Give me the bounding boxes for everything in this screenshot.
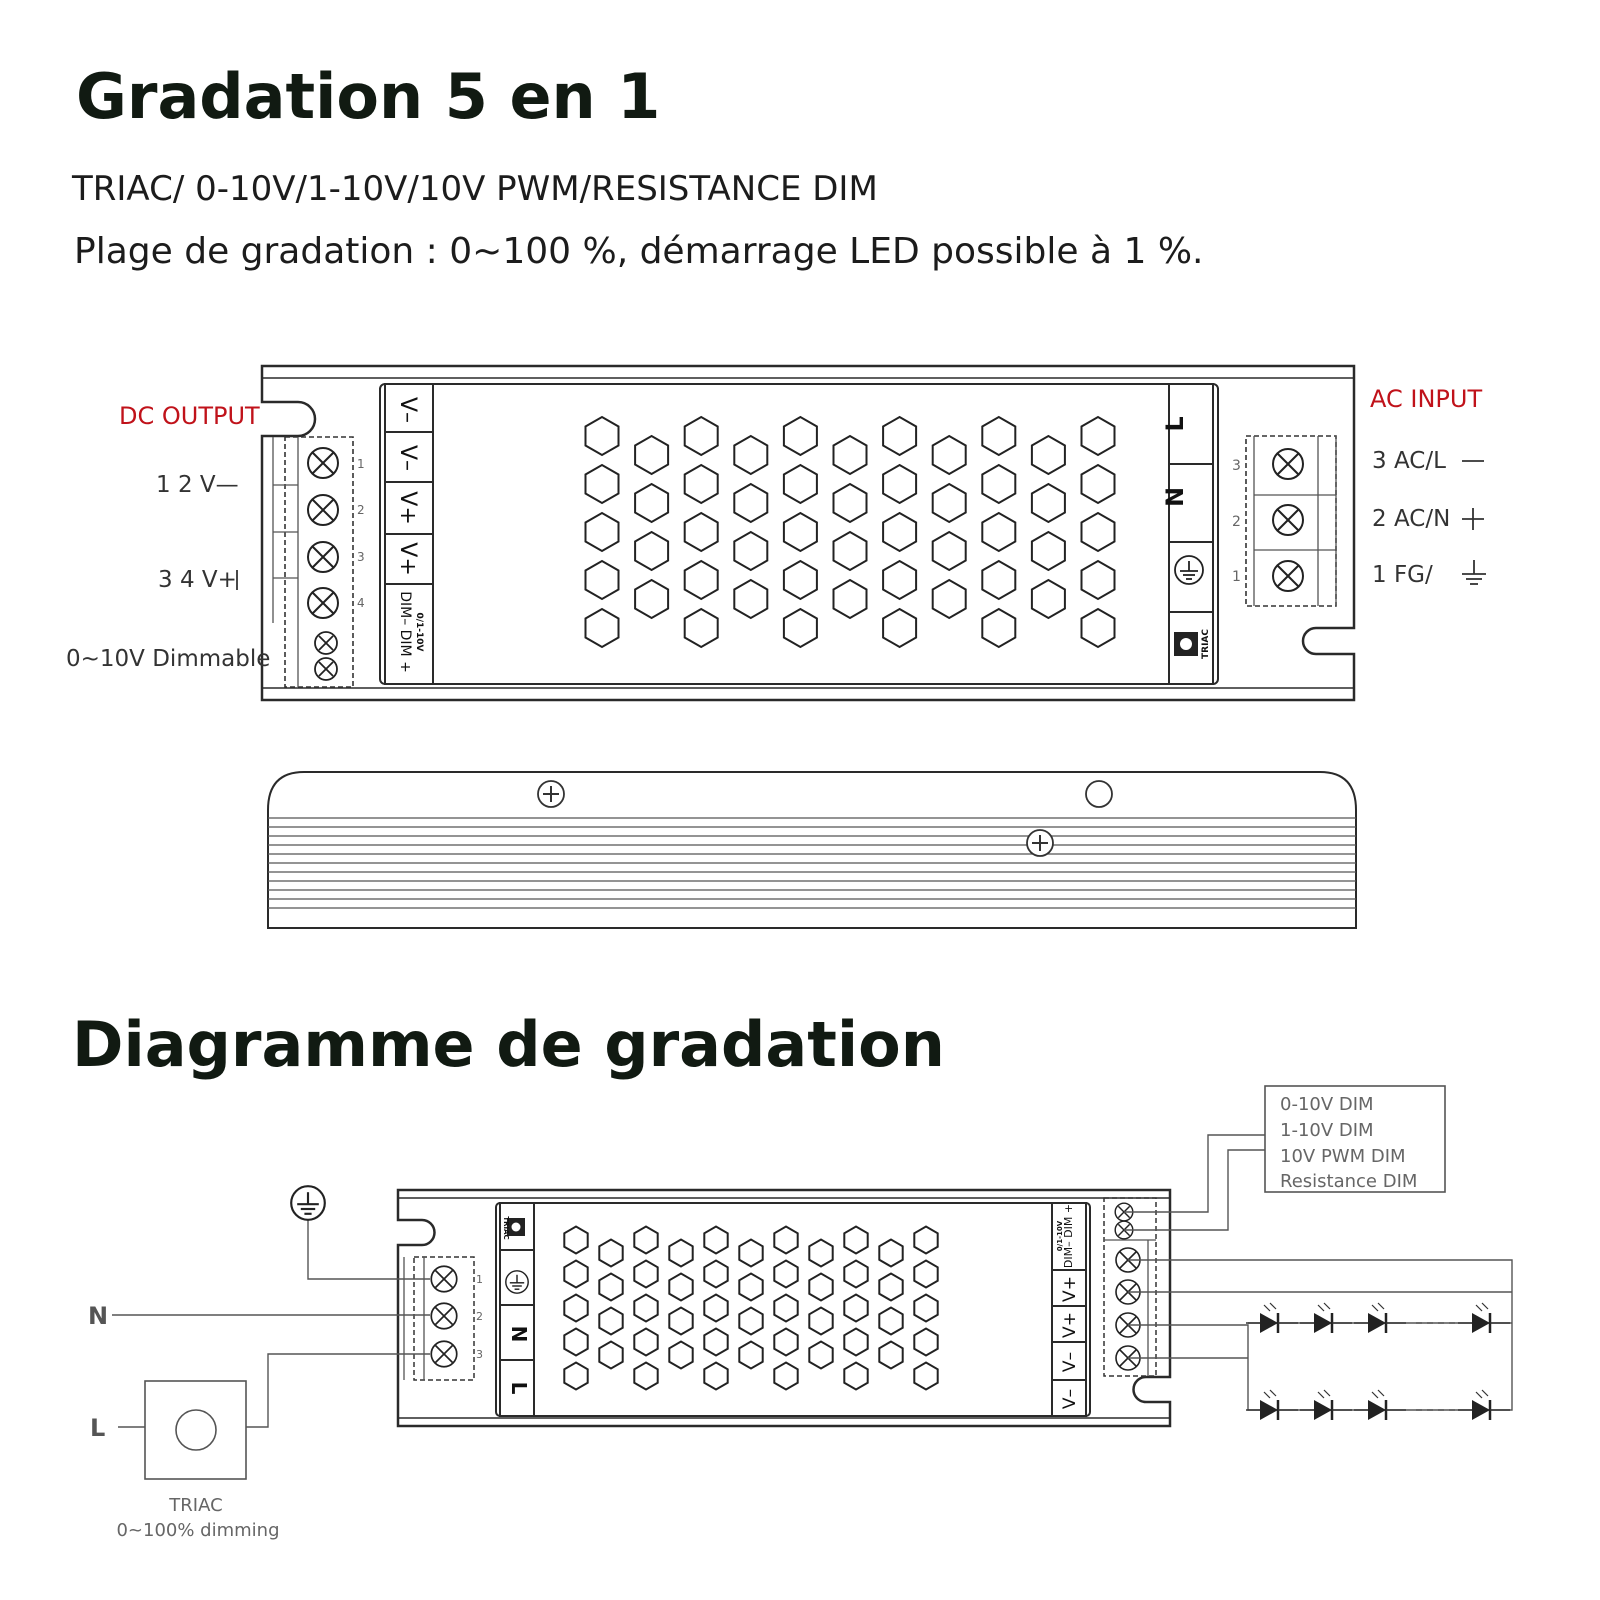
vent-hexagon [774,1227,797,1254]
vent-hexagon [669,1342,692,1369]
vent-hexagon [739,1274,762,1301]
vent-hexagon [774,1363,797,1390]
vent-hexagon [635,436,668,474]
vent-hexagon [982,609,1015,647]
vent-hexagon [774,1329,797,1356]
dim-modes-box [1265,1086,1445,1192]
vent-hexagon [1082,609,1115,647]
vent-hexagon [685,465,718,503]
vent-hexagon [634,1363,657,1390]
vent-hexagon [704,1329,727,1356]
vent-hexagon [634,1261,657,1288]
side-screw-2-icon [1027,830,1053,856]
strip-label-v-plus-a: V+ [1060,1276,1080,1302]
dim-mode-1-10v: 1-10V DIM [1280,1120,1374,1141]
vent-hexagon [685,417,718,455]
l-wire-label: L [90,1414,106,1442]
vent-hexagon [1082,513,1115,551]
led-strings [1246,1303,1510,1420]
vent-hexagon [685,513,718,551]
strip-label-v-plus-1: V+ [395,491,420,525]
strip-label-dim-range: 0/1-10V [414,612,424,652]
vent-hexagon [599,1342,622,1369]
vent-hexagon [879,1308,902,1335]
vent-hexagon [704,1295,727,1322]
vent-hexagon [586,417,619,455]
vent-hexagon [586,609,619,647]
vent-hexagon [933,580,966,618]
dimmer-knob-icon [176,1410,216,1450]
wiring-ac-screw-2-icon [431,1303,457,1329]
vent-hexagon [774,1261,797,1288]
vent-hexagon [685,561,718,599]
led-icon [1246,1303,1298,1333]
vent-hexagon [586,513,619,551]
triac-range-label: 0~100% dimming [116,1520,280,1541]
vent-hexagon [844,1363,867,1390]
dimmable-label: 0~10V Dimmable [66,646,271,672]
vent-hexagon [635,484,668,522]
vent-hexagon [739,1240,762,1267]
dim-mode-resistance: Resistance DIM [1280,1171,1418,1192]
vent-hexagon [914,1363,937,1390]
n-wire-label: N [88,1302,109,1330]
wiring-term-num-2: 2 [476,1310,483,1323]
vent-hexagon [933,436,966,474]
ac-input-label: AC INPUT [1370,385,1483,413]
wiring-ac-screw-1-icon [431,1266,457,1292]
vent-hexagon [1032,580,1065,618]
dim-mode-pwm: 10V PWM DIM [1280,1146,1406,1167]
vent-hexagon [914,1261,937,1288]
vent-hexagon [1082,417,1115,455]
terminal-num-3: 3 [357,550,365,564]
strip-label-n-2: N [507,1325,531,1343]
vent-hexagon [564,1295,587,1322]
vent-hexagon [564,1329,587,1356]
section-title-diagram: Diagramme de gradation [72,1008,945,1081]
terminal-screw-4-icon [308,588,338,618]
vent-hexagon [879,1274,902,1301]
vent-hexagon [634,1295,657,1322]
vent-hexagon [734,580,767,618]
psu-side-view [268,772,1356,928]
vent-hexagon [933,532,966,570]
vent-hexagon [784,465,817,503]
dim-screw-1-icon [315,632,337,654]
vent-hexagon [879,1342,902,1369]
vent-hexagon [844,1329,867,1356]
vent-hexagon [734,532,767,570]
dimming-range-text: Plage de gradation : 0~100 %, démarrage LED possible à 1 %. [74,231,1204,272]
vent-hexagon [834,580,867,618]
ac-screw-1-icon [1273,449,1303,479]
strip-label-v-plus-2: V+ [395,542,420,576]
page-title: Gradation 5 en 1 [76,60,661,133]
ac-input-terminal-block [1232,436,1336,606]
led-icon [1300,1303,1352,1333]
fg-label: 1 FG/ [1372,562,1433,588]
strip-label-dim-range-2: 0/1-10V [1056,1220,1064,1252]
ground-symbol-2-icon [506,1271,528,1293]
vent-hexagons-2 [564,1227,937,1390]
vent-hexagon [982,465,1015,503]
vent-hexagon [809,1240,832,1267]
vent-hexagon [669,1274,692,1301]
vent-hexagon [809,1274,832,1301]
vent-hexagon [834,436,867,474]
earth-ground-2-icon [291,1186,325,1220]
ac-terminal-num-3: 3 [1232,458,1241,474]
vent-hexagon [739,1342,762,1369]
strip-label-n: N [1161,486,1189,508]
dim-mode-0-10v: 0-10V DIM [1280,1094,1374,1115]
vent-hexagon [635,532,668,570]
vent-hexagon [982,513,1015,551]
vent-hexagon [784,561,817,599]
strip-label-v-minus-b: V– [1060,1388,1080,1410]
led-icon [1458,1390,1510,1420]
dc-terminal-v-plus-label: 3 4 V+ [158,567,237,593]
strip-label-v-minus-1: V– [395,396,420,424]
led-icon [1354,1390,1406,1420]
vent-hexagon [739,1308,762,1335]
vent-hexagon [734,484,767,522]
side-hole-icon [1086,781,1112,807]
ac-screw-2-icon [1273,505,1303,535]
led-icon [1246,1390,1298,1420]
terminal-num-4: 4 [357,596,365,610]
vent-hexagon [634,1329,657,1356]
vent-hexagon [586,561,619,599]
strip-label-dim-2: DIM– DIM + [1062,1203,1075,1269]
side-screw-1-icon [538,781,564,807]
vent-hexagon [914,1295,937,1322]
dim-types-subtitle: TRIAC/ 0-10V/1-10V/10V PWM/RESISTANCE DIM [72,169,878,209]
vent-hexagon [883,417,916,455]
led-icon [1458,1303,1510,1333]
vent-hexagon [1032,532,1065,570]
vent-hexagon [933,484,966,522]
vent-hexagon [1032,484,1065,522]
wiring-term-num-1: 1 [476,1273,483,1286]
vent-hexagon [883,561,916,599]
terminal-screw-3-icon [308,542,338,572]
strip-label-dim: DIM– DIM + [397,591,413,673]
vent-hexagon [883,513,916,551]
ac-terminal-num-1: 1 [1232,569,1241,585]
strip-label-v-plus-b: V+ [1060,1312,1080,1338]
vent-hexagon [1082,465,1115,503]
ac-terminal-num-2: 2 [1232,514,1241,530]
vent-hexagon [784,513,817,551]
vent-hexagon [844,1227,867,1254]
vent-hexagon [704,1261,727,1288]
strip-label-v-minus-2: V– [395,444,420,472]
vent-hexagon [883,465,916,503]
led-icon [1300,1390,1352,1420]
ac-l-label: 3 AC/L [1372,448,1446,474]
terminal-screw-1-icon [308,448,338,478]
vent-hexagon [669,1240,692,1267]
vent-hexagon [844,1261,867,1288]
triac-dimmer [145,1381,246,1479]
dc-output-label: DC OUTPUT [119,402,260,430]
vent-hexagon [669,1308,692,1335]
vent-hexagon [634,1227,657,1254]
dim-screw-2-icon [315,658,337,680]
vent-hexagon [704,1227,727,1254]
led-icon [1354,1303,1406,1333]
vent-hexagon [704,1363,727,1390]
psu-wiring-view [398,1190,1170,1426]
vent-hexagon [879,1240,902,1267]
vent-hexagon [784,609,817,647]
vent-hexagon [1082,561,1115,599]
wiring-ac-screw-3-icon [431,1341,457,1367]
vent-hexagon [834,484,867,522]
strip-label-triac-2: TRIAC [502,1216,510,1240]
vent-hexagon [844,1295,867,1322]
vent-hexagon [564,1227,587,1254]
ground-symbol-icon [1175,556,1203,584]
vent-hexagon [685,609,718,647]
triac-label: TRIAC [169,1495,223,1516]
heatsink-fins [268,818,1356,908]
vent-hexagon [914,1227,937,1254]
ac-n-label: 2 AC/N [1372,506,1451,532]
vent-hexagon [784,417,817,455]
ac-terminal-strip [1161,384,1213,684]
vent-hexagon [564,1261,587,1288]
dc-terminal-strip [385,384,433,684]
vent-hexagon [586,465,619,503]
strip-label-triac: TRIAC [1201,629,1211,659]
strip-label-l: L [1161,416,1189,432]
vent-hexagon [834,532,867,570]
vent-hexagons [586,417,1115,647]
vent-hexagon [599,1240,622,1267]
strip-label-v-minus-a: V– [1060,1351,1080,1373]
vent-hexagon [599,1308,622,1335]
vent-hexagon [734,436,767,474]
vent-hexagon [883,609,916,647]
vent-hexagon [914,1329,937,1356]
vent-hexagon [635,580,668,618]
earth-ground-icon [1462,560,1486,584]
vent-hexagon [982,561,1015,599]
vent-hexagon [564,1363,587,1390]
wiring-term-num-3: 3 [476,1348,483,1361]
vent-hexagon [774,1295,797,1322]
terminal-num-1: 1 [357,457,365,471]
ac-screw-3-icon [1273,561,1303,591]
vent-hexagon [599,1274,622,1301]
dc-terminal-v-minus-label: 1 2 V— [156,472,239,498]
vent-hexagon [809,1308,832,1335]
dc-output-terminal-block [273,437,365,687]
vent-hexagon [1032,436,1065,474]
vent-hexagon [982,417,1015,455]
terminal-screw-2-icon [308,495,338,525]
terminal-num-2: 2 [357,503,365,517]
vent-hexagon [809,1342,832,1369]
psu-top-view [262,366,1354,700]
strip-label-l-2: L [507,1381,531,1395]
